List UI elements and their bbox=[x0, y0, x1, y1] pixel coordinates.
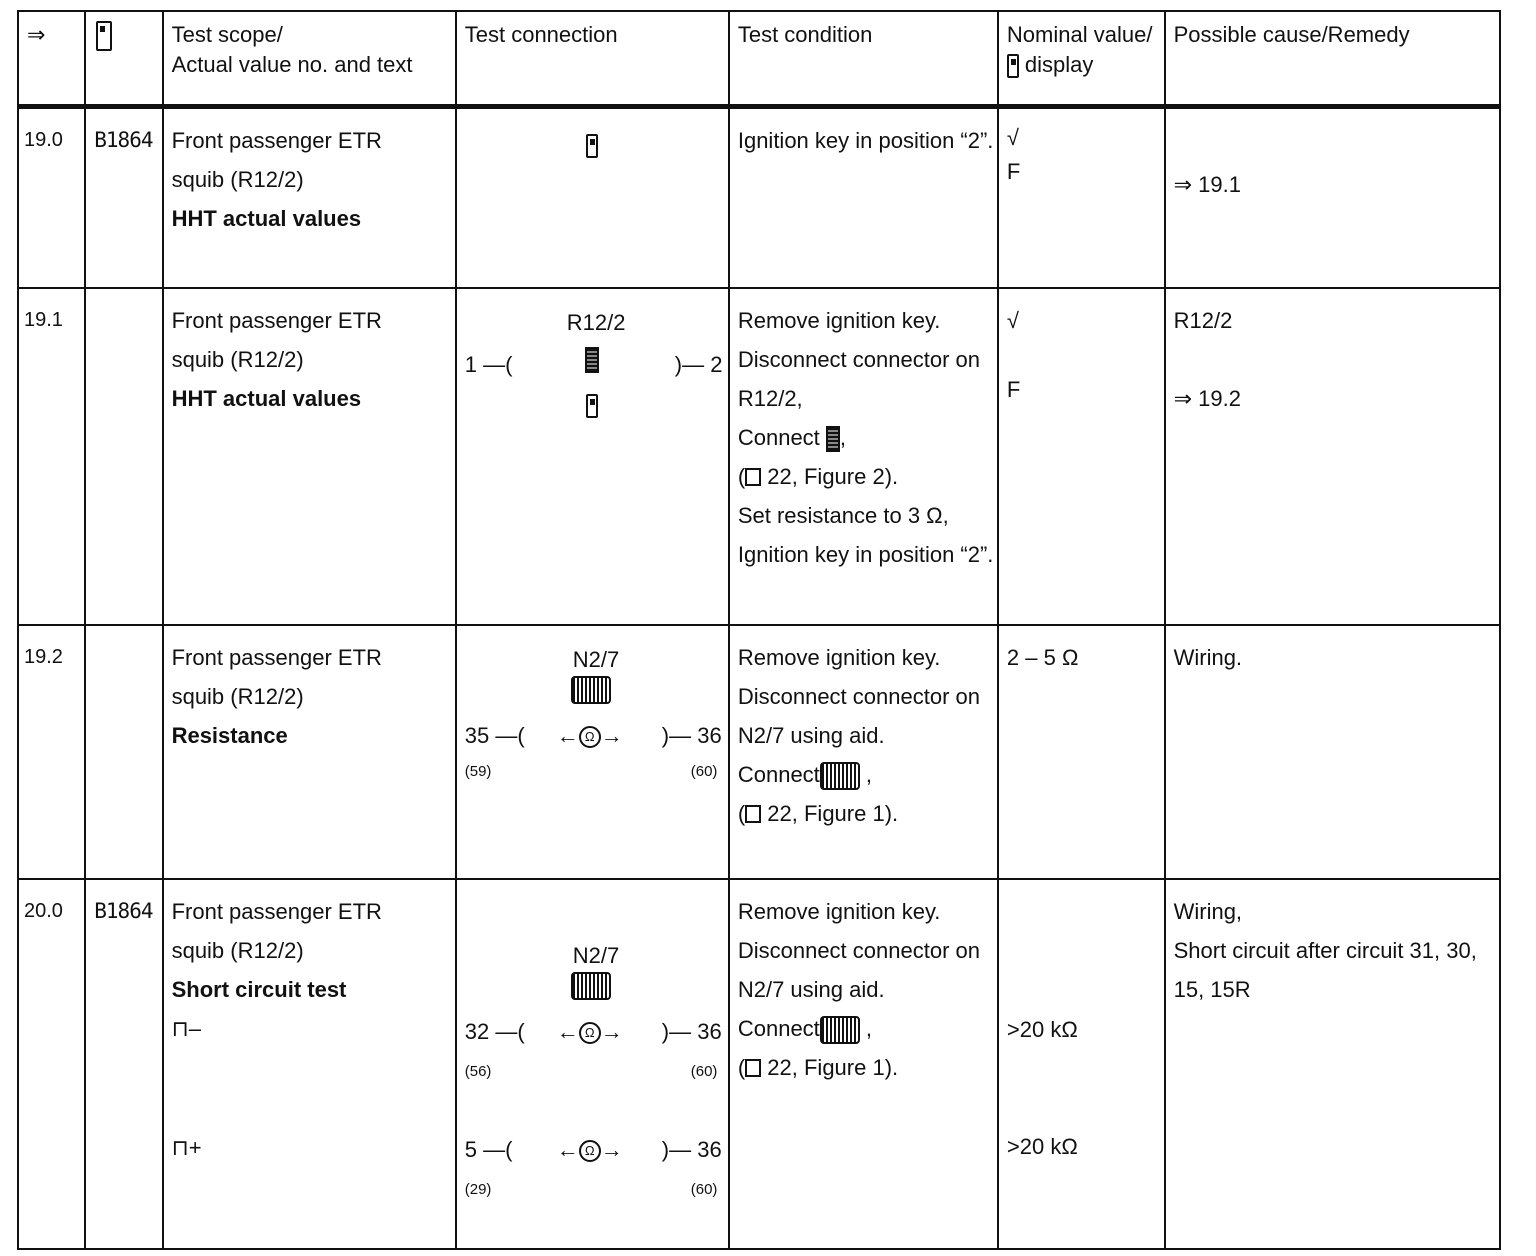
scope-title: Short circuit test bbox=[171, 976, 347, 1002]
condition-line: Disconnect connector on bbox=[737, 683, 980, 709]
scope-line: Front passenger ETR bbox=[171, 307, 382, 333]
header-nominal-line1: Nominal value/ bbox=[1006, 22, 1153, 47]
right-pin-label: )— 36 bbox=[661, 1018, 722, 1044]
table-row bbox=[18, 288, 1500, 625]
left-pin-label: 1 —( bbox=[464, 351, 513, 377]
polarity-plus: ⊓+ bbox=[171, 1134, 202, 1160]
right-pin-label: )— 2 bbox=[674, 351, 723, 377]
header-test-connection bbox=[456, 11, 729, 107]
hht-device-icon bbox=[586, 134, 598, 158]
test-connection-cell bbox=[456, 879, 729, 1249]
scope-line: Front passenger ETR bbox=[171, 898, 382, 924]
fault-code: B1864 bbox=[85, 879, 162, 1249]
nominal-check: √ bbox=[1006, 125, 1019, 150]
cause-line: Short circuit after circuit 31, 30, bbox=[1173, 937, 1477, 963]
nominal-value: 2 – 5 Ω bbox=[1006, 644, 1079, 670]
hht-device-icon bbox=[1007, 54, 1019, 78]
scope-title: HHT actual values bbox=[171, 385, 362, 411]
header-scope-line2: Actual value no. and text bbox=[171, 51, 413, 77]
condition-line: Disconnect connector on bbox=[737, 937, 980, 963]
right-pin-label: )— 36 bbox=[661, 722, 722, 748]
step-number: 19.2 bbox=[18, 625, 85, 879]
test-scope-cell bbox=[163, 879, 456, 1249]
header-nominal-line2: display bbox=[1024, 51, 1094, 77]
test-scope-cell bbox=[163, 107, 456, 288]
ohm-meter-symbol: ← Ω → bbox=[556, 1018, 623, 1044]
condition-line: N2/7 using aid. bbox=[737, 722, 885, 748]
header-arrow-label: ⇒ bbox=[27, 22, 46, 47]
condition-line: Remove ignition key. bbox=[737, 644, 941, 670]
cause-line: Wiring. bbox=[1173, 644, 1243, 670]
left-pin-sub: (56) bbox=[464, 1062, 492, 1080]
ohm-icon: Ω bbox=[579, 1140, 601, 1162]
scope-line: Front passenger ETR bbox=[171, 644, 382, 670]
step-number: 20.0 bbox=[18, 879, 85, 1249]
ohm-meter-symbol: ← Ω → bbox=[556, 722, 623, 748]
nominal-value-cell bbox=[998, 879, 1165, 1249]
ohm-meter-symbol: ← Ω → bbox=[556, 1136, 623, 1162]
step-number: 19.0 bbox=[18, 107, 85, 288]
test-connection-cell bbox=[456, 288, 729, 625]
multimeter-icon bbox=[571, 676, 611, 704]
book-reference-icon bbox=[745, 468, 761, 486]
book-reference-icon bbox=[745, 1059, 761, 1077]
book-reference-icon bbox=[745, 805, 761, 823]
nominal-check: √ bbox=[1006, 307, 1019, 333]
scope-line: squib (R12/2) bbox=[171, 167, 304, 192]
condition-connect-line: Connect , bbox=[738, 755, 989, 794]
left-pin-sub: (59) bbox=[464, 762, 492, 780]
fault-code bbox=[85, 288, 162, 625]
table-row bbox=[18, 625, 1500, 879]
header-condition-label: Test condition bbox=[737, 22, 873, 47]
condition-connect-line: Connect , bbox=[738, 1009, 989, 1048]
cause-line: Wiring, bbox=[1173, 898, 1243, 924]
hht-device-icon bbox=[586, 394, 598, 418]
scope-line: Front passenger ETR bbox=[171, 128, 382, 153]
scope-title: Resistance bbox=[171, 722, 288, 748]
fault-code: B1864 bbox=[85, 107, 162, 288]
nominal-value-cell bbox=[998, 288, 1165, 625]
diagnostic-test-table bbox=[17, 10, 1501, 1250]
possible-cause-cell bbox=[1165, 879, 1500, 1249]
test-scope-cell bbox=[163, 288, 456, 625]
test-connection-cell bbox=[456, 107, 729, 288]
right-pin-label: )— 36 bbox=[661, 1136, 722, 1162]
cause-line: 15, 15R bbox=[1173, 976, 1251, 1002]
nominal-value-cell bbox=[998, 107, 1165, 288]
header-nominal-value bbox=[998, 11, 1165, 107]
header-test-condition bbox=[729, 11, 998, 107]
header-scope-line1: Test scope/ bbox=[171, 22, 283, 47]
resistance-decade-icon bbox=[826, 426, 840, 452]
left-pin-label: 5 —( bbox=[464, 1136, 513, 1162]
multimeter-icon bbox=[571, 972, 611, 1000]
polarity-minus: ⊓– bbox=[171, 1015, 201, 1041]
header-cause-label: Possible cause/Remedy bbox=[1173, 22, 1410, 47]
scope-line: squib (R12/2) bbox=[171, 346, 304, 372]
test-connection-cell bbox=[456, 625, 729, 879]
condition-line: Remove ignition key. bbox=[737, 307, 941, 333]
header-connection-label: Test connection bbox=[464, 22, 618, 47]
fault-code bbox=[85, 625, 162, 879]
condition-line: Ignition key in position “2”. bbox=[737, 128, 994, 153]
nominal-value-cell bbox=[998, 625, 1165, 879]
test-condition-cell bbox=[729, 625, 998, 879]
header-test-scope bbox=[163, 11, 456, 107]
scope-line: squib (R12/2) bbox=[171, 683, 304, 709]
header-device bbox=[85, 11, 162, 107]
test-scope-cell bbox=[163, 625, 456, 879]
condition-connect-line: Connect , bbox=[738, 418, 989, 457]
table-header-row bbox=[18, 11, 1500, 107]
cause-line: ⇒ 19.2 bbox=[1173, 385, 1241, 411]
nominal-fault: F bbox=[1006, 159, 1021, 184]
nominal-value: >20 kΩ bbox=[1006, 1016, 1078, 1042]
condition-line: Set resistance to 3 Ω, bbox=[737, 502, 949, 528]
table-row bbox=[18, 879, 1500, 1249]
left-pin-sub: (29) bbox=[464, 1180, 492, 1198]
condition-line: R12/2, bbox=[737, 385, 803, 411]
condition-ref-line: ( 22, Figure 1). bbox=[737, 1054, 899, 1080]
condition-ref-line: ( 22, Figure 1). bbox=[737, 800, 899, 826]
condition-line: Remove ignition key. bbox=[737, 898, 941, 924]
nominal-value: >20 kΩ bbox=[1006, 1133, 1078, 1159]
hht-device-icon bbox=[96, 21, 112, 51]
left-pin-label: 35 —( bbox=[464, 722, 525, 748]
scope-line: squib (R12/2) bbox=[171, 937, 304, 963]
header-nominal-line2-wrap bbox=[1007, 50, 1156, 80]
left-pin-label: 32 —( bbox=[464, 1018, 525, 1044]
step-number: 19.1 bbox=[18, 288, 85, 625]
component-label: R12/2 bbox=[566, 309, 626, 335]
test-condition-cell bbox=[729, 107, 998, 288]
resistance-decade-icon bbox=[585, 347, 599, 373]
scope-title: HHT actual values bbox=[171, 206, 362, 231]
header-possible-cause bbox=[1165, 11, 1500, 107]
right-pin-sub: (60) bbox=[690, 1180, 718, 1198]
right-pin-sub: (60) bbox=[690, 1062, 718, 1080]
component-label: N2/7 bbox=[572, 646, 620, 672]
condition-line: N2/7 using aid. bbox=[737, 976, 885, 1002]
multimeter-icon bbox=[820, 1016, 860, 1044]
table-row bbox=[18, 107, 1500, 288]
condition-line: Ignition key in position “2”. bbox=[737, 541, 994, 567]
possible-cause-cell bbox=[1165, 625, 1500, 879]
ohm-icon: Ω bbox=[579, 1022, 601, 1044]
cause-line: R12/2 bbox=[1173, 307, 1233, 333]
test-condition-cell bbox=[729, 879, 998, 1249]
cause-line: ⇒ 19.1 bbox=[1173, 172, 1241, 197]
right-pin-sub: (60) bbox=[690, 762, 718, 780]
possible-cause-cell bbox=[1165, 107, 1500, 288]
component-label: N2/7 bbox=[572, 942, 620, 968]
possible-cause-cell bbox=[1165, 288, 1500, 625]
condition-line: Disconnect connector on bbox=[737, 346, 980, 372]
ohm-icon: Ω bbox=[579, 726, 601, 748]
nominal-fault: F bbox=[1006, 376, 1021, 402]
condition-ref-line: ( 22, Figure 2). bbox=[737, 463, 899, 489]
test-condition-cell bbox=[729, 288, 998, 625]
header-arrow bbox=[18, 11, 85, 107]
multimeter-icon bbox=[820, 762, 860, 790]
